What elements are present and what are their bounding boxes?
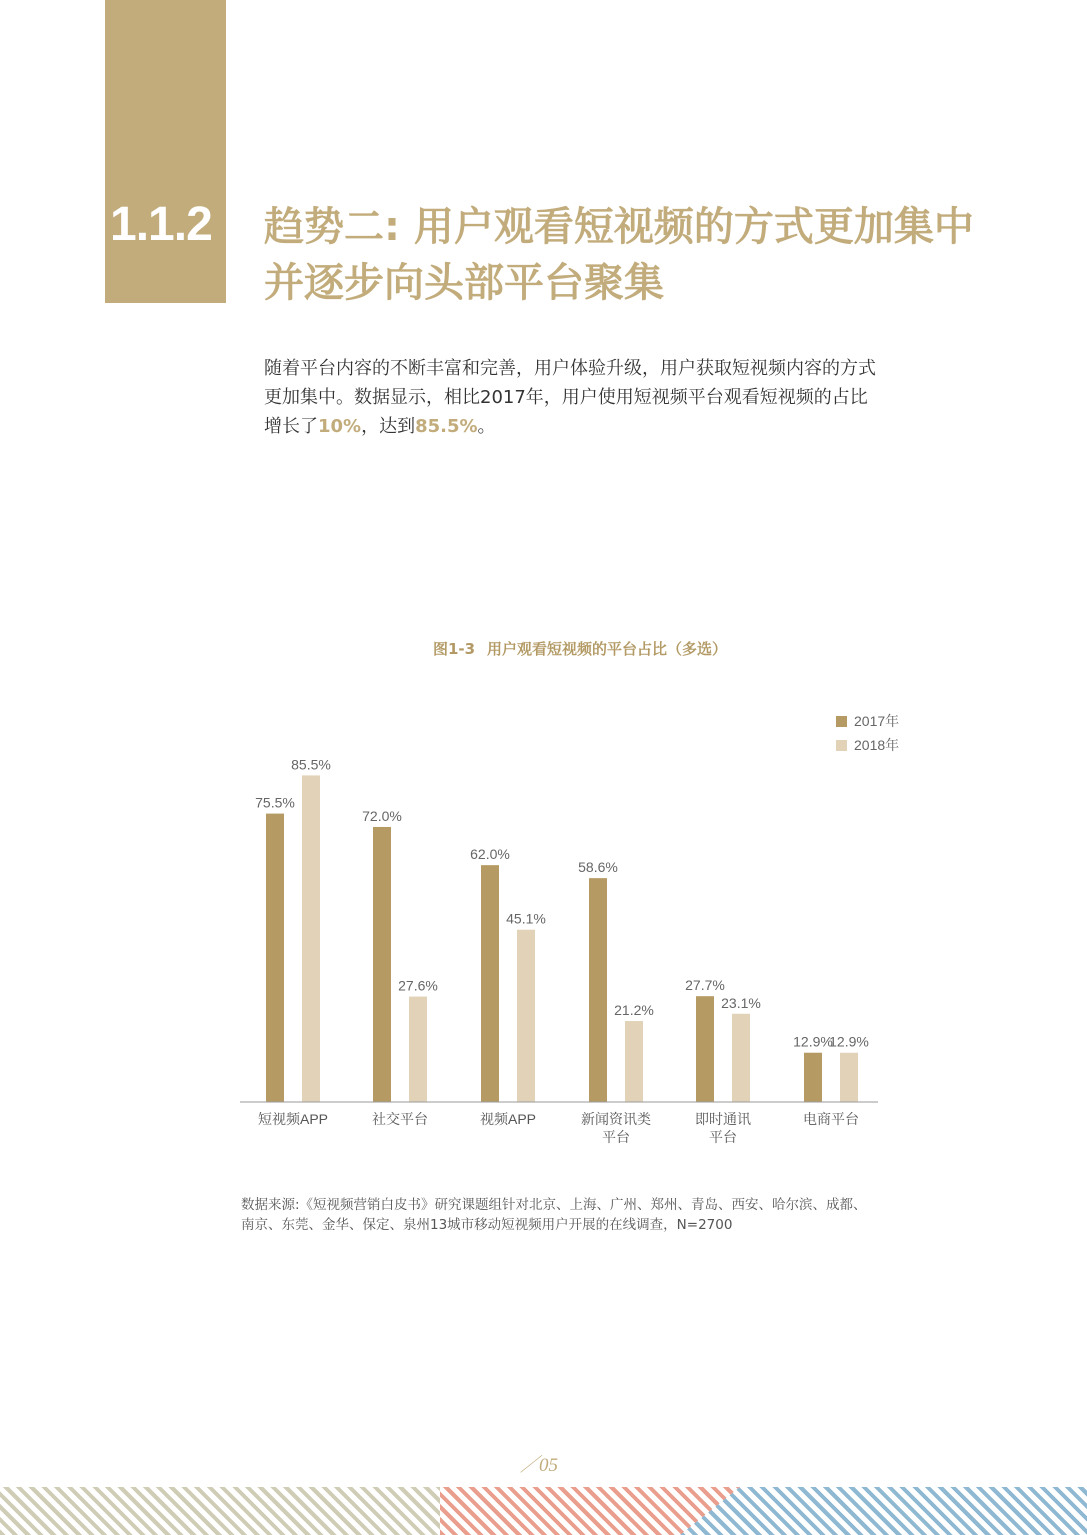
heading-line-1: 趋势二: 用户观看短视频的方式更加集中	[264, 204, 974, 250]
page-number	[520, 1450, 558, 1477]
body-line-3-middle: ，达到	[361, 416, 416, 437]
section-heading	[264, 199, 1044, 311]
highlight-growth: 10%	[318, 416, 362, 437]
section-color-block	[105, 0, 226, 303]
category-label-4-1: 平台	[709, 1129, 737, 1145]
legend-swatch-0	[836, 716, 847, 727]
bar-value-label-0-1: 72.0%	[362, 807, 402, 824]
page-number-value: 05	[539, 1455, 559, 1476]
bar-value-label-1-2: 45.1%	[506, 910, 546, 927]
bar-chart	[0, 690, 1087, 1160]
body-paragraph	[264, 354, 924, 441]
bar-1-2	[517, 930, 535, 1102]
category-label-5-0: 电商平台	[803, 1111, 859, 1127]
category-label-0-0: 短视频APP	[257, 1111, 329, 1127]
decorative-stripes-right	[680, 1487, 1087, 1535]
body-line-1: 随着平台内容的不断丰富和完善，用户体验升级，用户获取短视频内容的方式	[264, 358, 876, 379]
bar-value-label-1-3: 21.2%	[614, 1002, 654, 1019]
highlight-share: 85.5%	[415, 416, 478, 437]
bar-1-1	[409, 997, 427, 1102]
bar-value-label-0-5: 12.9%	[793, 1033, 833, 1050]
section-number: 1.1.2	[110, 198, 212, 251]
bar-value-label-1-0: 85.5%	[291, 756, 331, 773]
bar-1-4	[732, 1014, 750, 1102]
bar-0-2	[481, 865, 499, 1102]
bar-value-label-0-2: 62.0%	[470, 846, 510, 863]
bar-value-label-0-4: 27.7%	[685, 977, 725, 994]
decorative-stripes-left	[0, 1487, 440, 1535]
bar-value-label-1-1: 27.6%	[398, 977, 438, 994]
category-label-3-1: 平台	[602, 1129, 630, 1145]
page-slash: ／	[520, 1455, 540, 1476]
bar-1-3	[625, 1021, 643, 1102]
bar-value-label-0-0: 75.5%	[255, 794, 295, 811]
body-line-3	[264, 412, 924, 441]
bar-1-0	[302, 775, 320, 1102]
category-label-1-0: 社交平台	[372, 1111, 428, 1127]
bar-0-3	[589, 878, 607, 1102]
body-line-3-suffix: 。	[477, 416, 496, 437]
bar-0-1	[373, 827, 391, 1102]
bar-1-5	[840, 1053, 858, 1102]
bar-value-label-0-3: 58.6%	[578, 859, 618, 876]
legend-label-1: 2018年	[854, 737, 900, 753]
bar-0-0	[266, 814, 284, 1102]
source-line-1: 数据来源:《短视频营销白皮书》研究课题组针对北京、上海、广州、郑州、青岛、西安、哈尔滨、成都、	[241, 1197, 867, 1213]
bar-0-4	[696, 996, 714, 1102]
legend-swatch-1	[836, 740, 847, 751]
bar-value-label-1-4: 23.1%	[721, 994, 761, 1011]
figure-caption: 用户观看短视频的平台占比（多选）	[487, 640, 728, 658]
heading-line-2: 并逐步向头部平台聚集	[264, 260, 664, 306]
category-label-2-0: 视频APP	[479, 1111, 537, 1127]
bar-value-label-1-5: 12.9%	[829, 1033, 869, 1050]
category-label-3-0: 新闻资讯类	[581, 1111, 651, 1127]
legend-label-0: 2017年	[854, 713, 900, 729]
body-line-2: 更加集中。数据显示，相比2017年，用户使用短视频平台观看短视频的占比	[264, 387, 868, 408]
figure-title	[0, 638, 1087, 659]
data-source-note	[241, 1195, 941, 1235]
figure-label: 图1-3	[432, 640, 476, 658]
source-line-2: 南京、东莞、金华、保定、泉州13城市移动短视频用户开展的在线调查，N=2700	[241, 1217, 733, 1233]
body-line-3-prefix: 增长了	[264, 416, 318, 437]
category-label-4-0: 即时通讯	[695, 1111, 751, 1127]
bar-0-5	[804, 1053, 822, 1102]
